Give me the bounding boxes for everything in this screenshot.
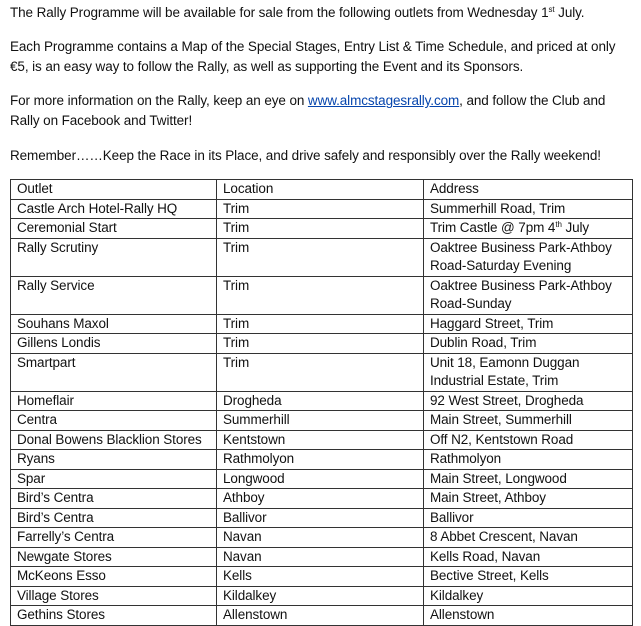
- cell-address: 92 West Street, Drogheda: [424, 391, 633, 411]
- table-row: [11, 528, 633, 548]
- cell-outlet: Centra: [11, 411, 217, 431]
- reminder-paragraph: Remember……Keep the Race in its Place, and drive safely and responsibly over the Rally weekend!: [10, 148, 601, 163]
- cell-location: Trim: [217, 276, 424, 314]
- cell-location: Athboy: [217, 489, 424, 509]
- cell-outlet: Village Stores: [11, 586, 217, 606]
- cell-address: Kells Road, Navan: [424, 547, 633, 567]
- cell-address: Dublin Road, Trim: [424, 334, 633, 354]
- header-address: Address: [424, 180, 633, 200]
- table-row: [11, 238, 633, 276]
- programme-paragraph: Each Programme contains a Map of the Special Stages, Entry List & Time Schedule, and priced at only €5, is an easy way to follow the Rally, as well as supporting the Event and its Sponsors.: [10, 39, 616, 74]
- table-row: [11, 508, 633, 528]
- cell-location: Kells: [217, 567, 424, 587]
- cell-address: Main Street, Longwood: [424, 469, 633, 489]
- cell-outlet: Ceremonial Start: [11, 219, 217, 239]
- cell-address: Main Street, Summerhill: [424, 411, 633, 431]
- table-header-row: [11, 180, 633, 200]
- table-row: [11, 353, 633, 391]
- cell-address: 8 Abbet Crescent, Navan: [424, 528, 633, 548]
- table-row: [11, 334, 633, 354]
- cell-outlet: Smartpart: [11, 353, 217, 391]
- rally-website-link[interactable]: www.almcstagesrally.com: [307, 93, 460, 108]
- cell-location: Navan: [217, 547, 424, 567]
- cell-address: Kildalkey: [424, 586, 633, 606]
- cell-location: Allenstown: [217, 606, 424, 626]
- header-outlet: Outlet: [11, 180, 217, 200]
- cell-location: Trim: [217, 238, 424, 276]
- cell-address: Ballivor: [424, 508, 633, 528]
- cell-outlet: Newgate Stores: [11, 547, 217, 567]
- cell-outlet: Rally Scrutiny: [11, 238, 217, 276]
- outlets-table: [10, 179, 633, 626]
- cell-outlet: Donal Bowens Blacklion Stores: [11, 430, 217, 450]
- cell-outlet: McKeons Esso: [11, 567, 217, 587]
- availability-paragraph: [10, 3, 584, 23]
- address-text-end: July: [561, 220, 590, 235]
- info-text-end: , and follow the Club and Rally on Facebook and Twitter!: [10, 93, 606, 128]
- cell-location: Trim: [217, 219, 424, 239]
- table-row: [11, 469, 633, 489]
- table-row: [11, 219, 633, 239]
- ordinal-suffix: th: [555, 220, 562, 229]
- cell-address: Unit 18, Eamonn Duggan Industrial Estate, Trim: [424, 353, 633, 391]
- cell-location: Drogheda: [217, 391, 424, 411]
- cell-outlet: Spar: [11, 469, 217, 489]
- table-row: [11, 314, 633, 334]
- cell-location: Navan: [217, 528, 424, 548]
- cell-outlet: Souhans Maxol: [11, 314, 217, 334]
- cell-address: Haggard Street, Trim: [424, 314, 633, 334]
- cell-location: Trim: [217, 334, 424, 354]
- cell-location: Trim: [217, 199, 424, 219]
- cell-address: Oaktree Business Park-Athboy Road-Saturday Evening: [424, 238, 633, 276]
- cell-address: Bective Street, Kells: [424, 567, 633, 587]
- table-row: [11, 606, 633, 626]
- cell-address: Rathmolyon: [424, 450, 633, 470]
- cell-location: Trim: [217, 314, 424, 334]
- availability-text: The Rally Programme will be available for sale from the following outlets from Wednesday 1: [10, 5, 549, 20]
- cell-address: Oaktree Business Park-Athboy Road-Sunday: [424, 276, 633, 314]
- cell-outlet: Bird’s Centra: [11, 508, 217, 528]
- table-body: [11, 199, 633, 625]
- cell-location: Summerhill: [217, 411, 424, 431]
- table-row: [11, 450, 633, 470]
- cell-outlet: Castle Arch Hotel-Rally HQ: [11, 199, 217, 219]
- cell-address: Off N2, Kentstown Road: [424, 430, 633, 450]
- cell-address: [424, 219, 633, 239]
- address-text: Trim Castle @ 7pm 4: [430, 220, 556, 235]
- table-row: [11, 547, 633, 567]
- info-paragraph: [10, 91, 635, 131]
- cell-outlet: Rally Service: [11, 276, 217, 314]
- cell-location: Kentstown: [217, 430, 424, 450]
- cell-outlet: Farrelly’s Centra: [11, 528, 217, 548]
- availability-text-end: July.: [554, 5, 585, 20]
- cell-location: Ballivor: [217, 508, 424, 528]
- cell-location: Kildalkey: [217, 586, 424, 606]
- table-row: [11, 276, 633, 314]
- table-row: [11, 430, 633, 450]
- table-row: [11, 199, 633, 219]
- table-row: [11, 567, 633, 587]
- cell-outlet: Ryans: [11, 450, 217, 470]
- table-row: [11, 411, 633, 431]
- cell-location: Trim: [217, 353, 424, 391]
- cell-address: Allenstown: [424, 606, 633, 626]
- cell-outlet: Homeflair: [11, 391, 217, 411]
- table-row: [11, 391, 633, 411]
- cell-location: Longwood: [217, 469, 424, 489]
- ordinal-suffix: st: [548, 5, 555, 14]
- cell-outlet: Bird’s Centra: [11, 489, 217, 509]
- header-location: Location: [217, 180, 424, 200]
- table-row: [11, 489, 633, 509]
- cell-location: Rathmolyon: [217, 450, 424, 470]
- cell-outlet: Gethins Stores: [11, 606, 217, 626]
- cell-address: Main Street, Athboy: [424, 489, 633, 509]
- table-row: [11, 586, 633, 606]
- info-text: For more information on the Rally, keep an eye on: [10, 93, 308, 108]
- cell-outlet: Gillens Londis: [11, 334, 217, 354]
- cell-address: Summerhill Road, Trim: [424, 199, 633, 219]
